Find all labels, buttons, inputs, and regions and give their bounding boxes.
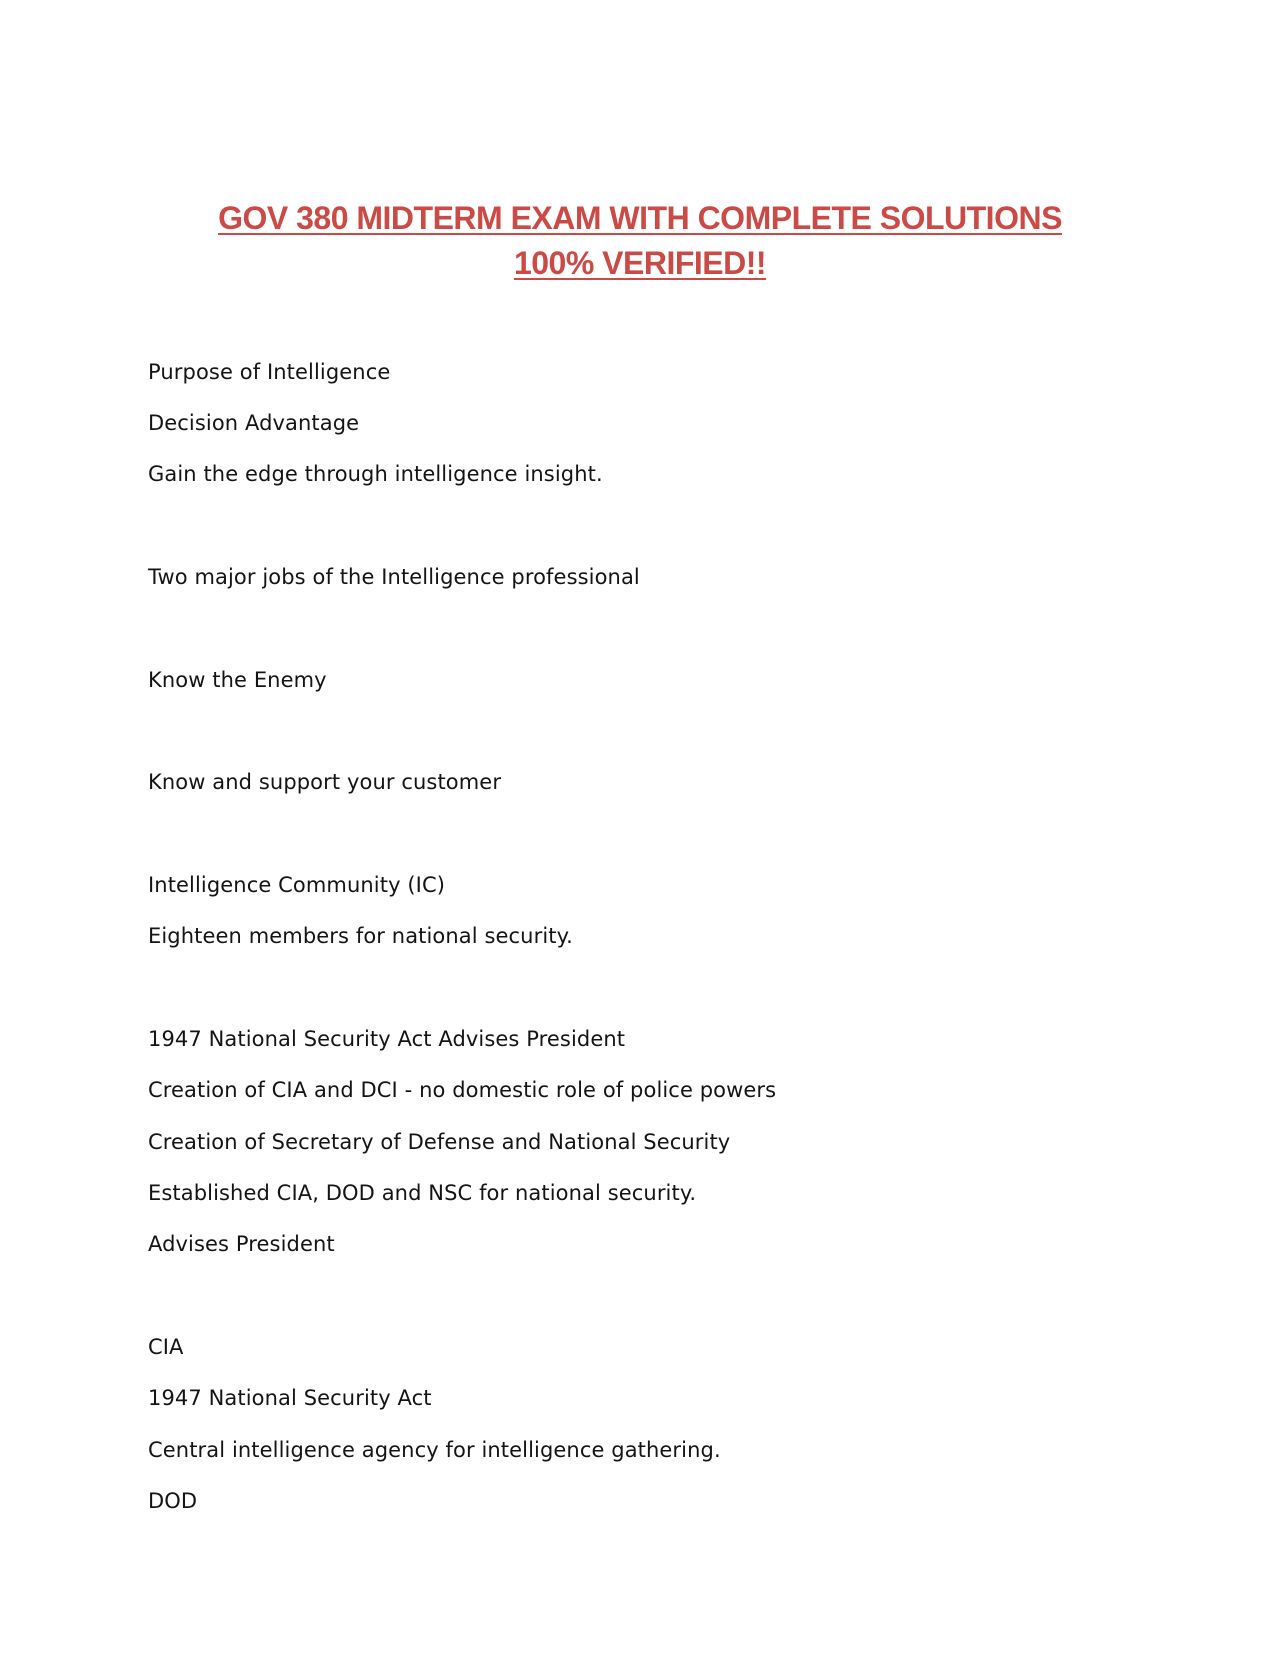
text-line: Established CIA, DOD and NSC for national security. bbox=[148, 1181, 697, 1205]
text-line: Creation of CIA and DCI - no domestic role of police powers bbox=[148, 1078, 777, 1102]
text-line: Two major jobs of the Intelligence professional bbox=[148, 565, 640, 589]
document-title-line-1: GOV 380 MIDTERM EXAM WITH COMPLETE SOLUTIONS bbox=[218, 200, 1062, 236]
text-line: Creation of Secretary of Defense and National Security bbox=[148, 1130, 731, 1154]
text-line: Intelligence Community (IC) bbox=[148, 873, 446, 897]
document-title-line-2: 100% VERIFIED!! bbox=[513, 245, 767, 281]
text-line: Central intelligence agency for intelligence gathering. bbox=[148, 1438, 721, 1462]
text-line: CIA bbox=[148, 1335, 184, 1359]
text-line: Eighteen members for national security. bbox=[148, 924, 573, 948]
text-line: 1947 National Security Act Advises President bbox=[148, 1027, 626, 1051]
text-line: Advises President bbox=[148, 1232, 335, 1256]
text-line: Know the Enemy bbox=[148, 668, 327, 692]
text-line: Purpose of Intelligence bbox=[148, 360, 391, 384]
text-line: DOD bbox=[148, 1489, 198, 1513]
document-title bbox=[0, 196, 1280, 286]
text-line: Know and support your customer bbox=[148, 770, 502, 794]
text-line: Decision Advantage bbox=[148, 411, 360, 435]
text-line: Gain the edge through intelligence insight. bbox=[148, 462, 603, 486]
text-line: 1947 National Security Act bbox=[148, 1386, 432, 1410]
